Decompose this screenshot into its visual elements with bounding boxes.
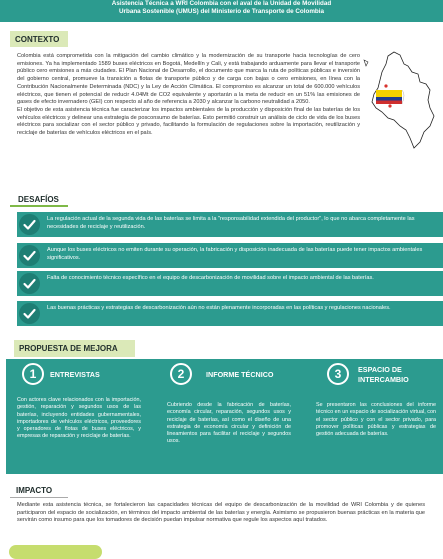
check-icon [19, 214, 40, 235]
challenge-text: Las buenas prácticas y estrategias de descarbonización aún no están plenamente incorporadas en las políticas y regulaciones nacionales. [47, 305, 391, 311]
challenge-item [17, 243, 443, 268]
contexto-heading: CONTEXTO [10, 31, 68, 47]
step-number-2: 2 [170, 363, 192, 385]
step-text-1: Con actores clave relacionados con la importación, gestión, reparación y segundos usos de las baterías, incluyendo entidades gubernamentales, importadores de vehículos eléctricos, proveedores y operadores de flotas de buses eléctricos, y empresas de reparación y reciclaje de baterías. [17, 397, 141, 440]
header-banner [0, 0, 443, 22]
contexto-body [17, 53, 360, 138]
header-line-1: Asistencia Técnica a WRI Colombia con el aval de la Unidad de Movilidad [111, 0, 332, 7]
challenge-text: Falta de conocimiento técnico específico en el equipo de descarbonización de movilidad sobre el impacto ambiental de las baterías. [47, 275, 374, 281]
challenge-item [17, 271, 443, 296]
step-title-1: ENTREVISTAS [50, 370, 100, 379]
colombia-flag-icon [376, 90, 404, 104]
step-text-3: Se presentaron las conclusiones del informe técnico en un espacio de socialización virtual, con el sector público y con el sector privado, para promover políticas públicas y estrategias de gestión adecuada de baterías. [316, 402, 436, 438]
check-icon [19, 245, 40, 266]
check-icon [19, 303, 40, 324]
challenge-item [17, 212, 443, 237]
step-text-2: Cubriendo desde la fabricación de baterías, economía circular, reparación, segundos usos y reciclaje de baterías, así como el diseño de una estrategia de economía circular y definición de lineamientos para facilitar el reciclaje y segundos usos. [167, 402, 291, 445]
step-title-2: INFORME TÉCNICO [206, 370, 274, 379]
impacto-body: Mediante esta asistencia técnica, se fortalecieron las capacidades técnicas del equipo de descarbonización de la movilidad de WRI Colombia y de quienes participaron del espacio de socialización, en términos del impacto ambiental de las baterías y energía. Asimismo se propusieron buenas prácticas en la materia que servirán como insumo para que los tomadores de decisión puedan impulsar normativa que regule los aspectos aquí tratados. [17, 502, 425, 524]
propuesta-heading: PROPUESTA DE MEJORA [14, 340, 135, 357]
impacto-heading: IMPACTO [10, 484, 68, 498]
challenge-item [17, 301, 443, 326]
footer-tag [9, 545, 102, 559]
challenge-text: Aunque los buses eléctricos no emiten durante su operación, la fabricación y disposición inadecuada de las baterías puede tener impactos ambientales significativos. [47, 247, 423, 261]
step-title-3-line-2: INTERCAMBIO [358, 375, 409, 384]
step-number-1: 1 [22, 363, 44, 385]
check-icon [19, 273, 40, 294]
colombia-map-icon [360, 50, 440, 150]
contexto-paragraph-1: Colombia está comprometida con la mitigación del cambio climático y la modernización de su transporte hacia tecnologías de cero emisiones. Ya ha implementado 1589 buses eléctricos en Bogotá, Medellín y Cali, y está trabajando arduamente para llevar el transporte público cero emisiones a más ciudades. El Plan Nacional de Desarrollo, el documento que marca la ruta de políticas públicas e inversión del gobierno central, promueve la transición a flotas de transporte público y de carga con bajas o cero emisiones, en línea con la Contribución Nacionalmente Determinada (NDC) y la Ley de Acción Climática. El compromiso es alcanzar un total de 600.000 vehículos eléctricos, que tienen el potencial de reducir 4.04Mt de CO2 equivalente y aportarán a la meta de reducir en un 51% las emisiones de gases de efecto invernadero (GEI) con respecto al año de referencia a 2030 y alcanzar la carbono neutralidad a 2050. [17, 53, 360, 106]
step-title-3 [358, 365, 409, 385]
desafios-heading: DESAFÍOS [10, 193, 68, 207]
contexto-paragraph-2: El objetivo de esta asistencia técnica fue caracterizar los impactos ambientales de la producción y disposición final de las baterías de los vehículos eléctricos y delinear una estrategia de posconsumo de baterías. Esto permitió construir un análisis de ciclo de vida de los buses eléctricos para socializar con el sector público y privado, facilitando la formulación de regulaciones sobre la importación, reutilización y reciclaje de baterías de vehículos eléctricos en el país. [17, 106, 360, 137]
step-title-3-line-1: ESPACIO DE [358, 365, 402, 374]
step-number-3: 3 [327, 363, 349, 385]
challenge-text: La regulación actual de la segunda vida de las baterías se limita a la "responsabilidad extendida del productor", lo que no abarca completamente las necesidades de reciclaje y reutilización. [47, 216, 415, 230]
header-line-2: Urbana Sostenible (UMUS) del Ministerio de Transporte de Colombia [118, 8, 325, 15]
